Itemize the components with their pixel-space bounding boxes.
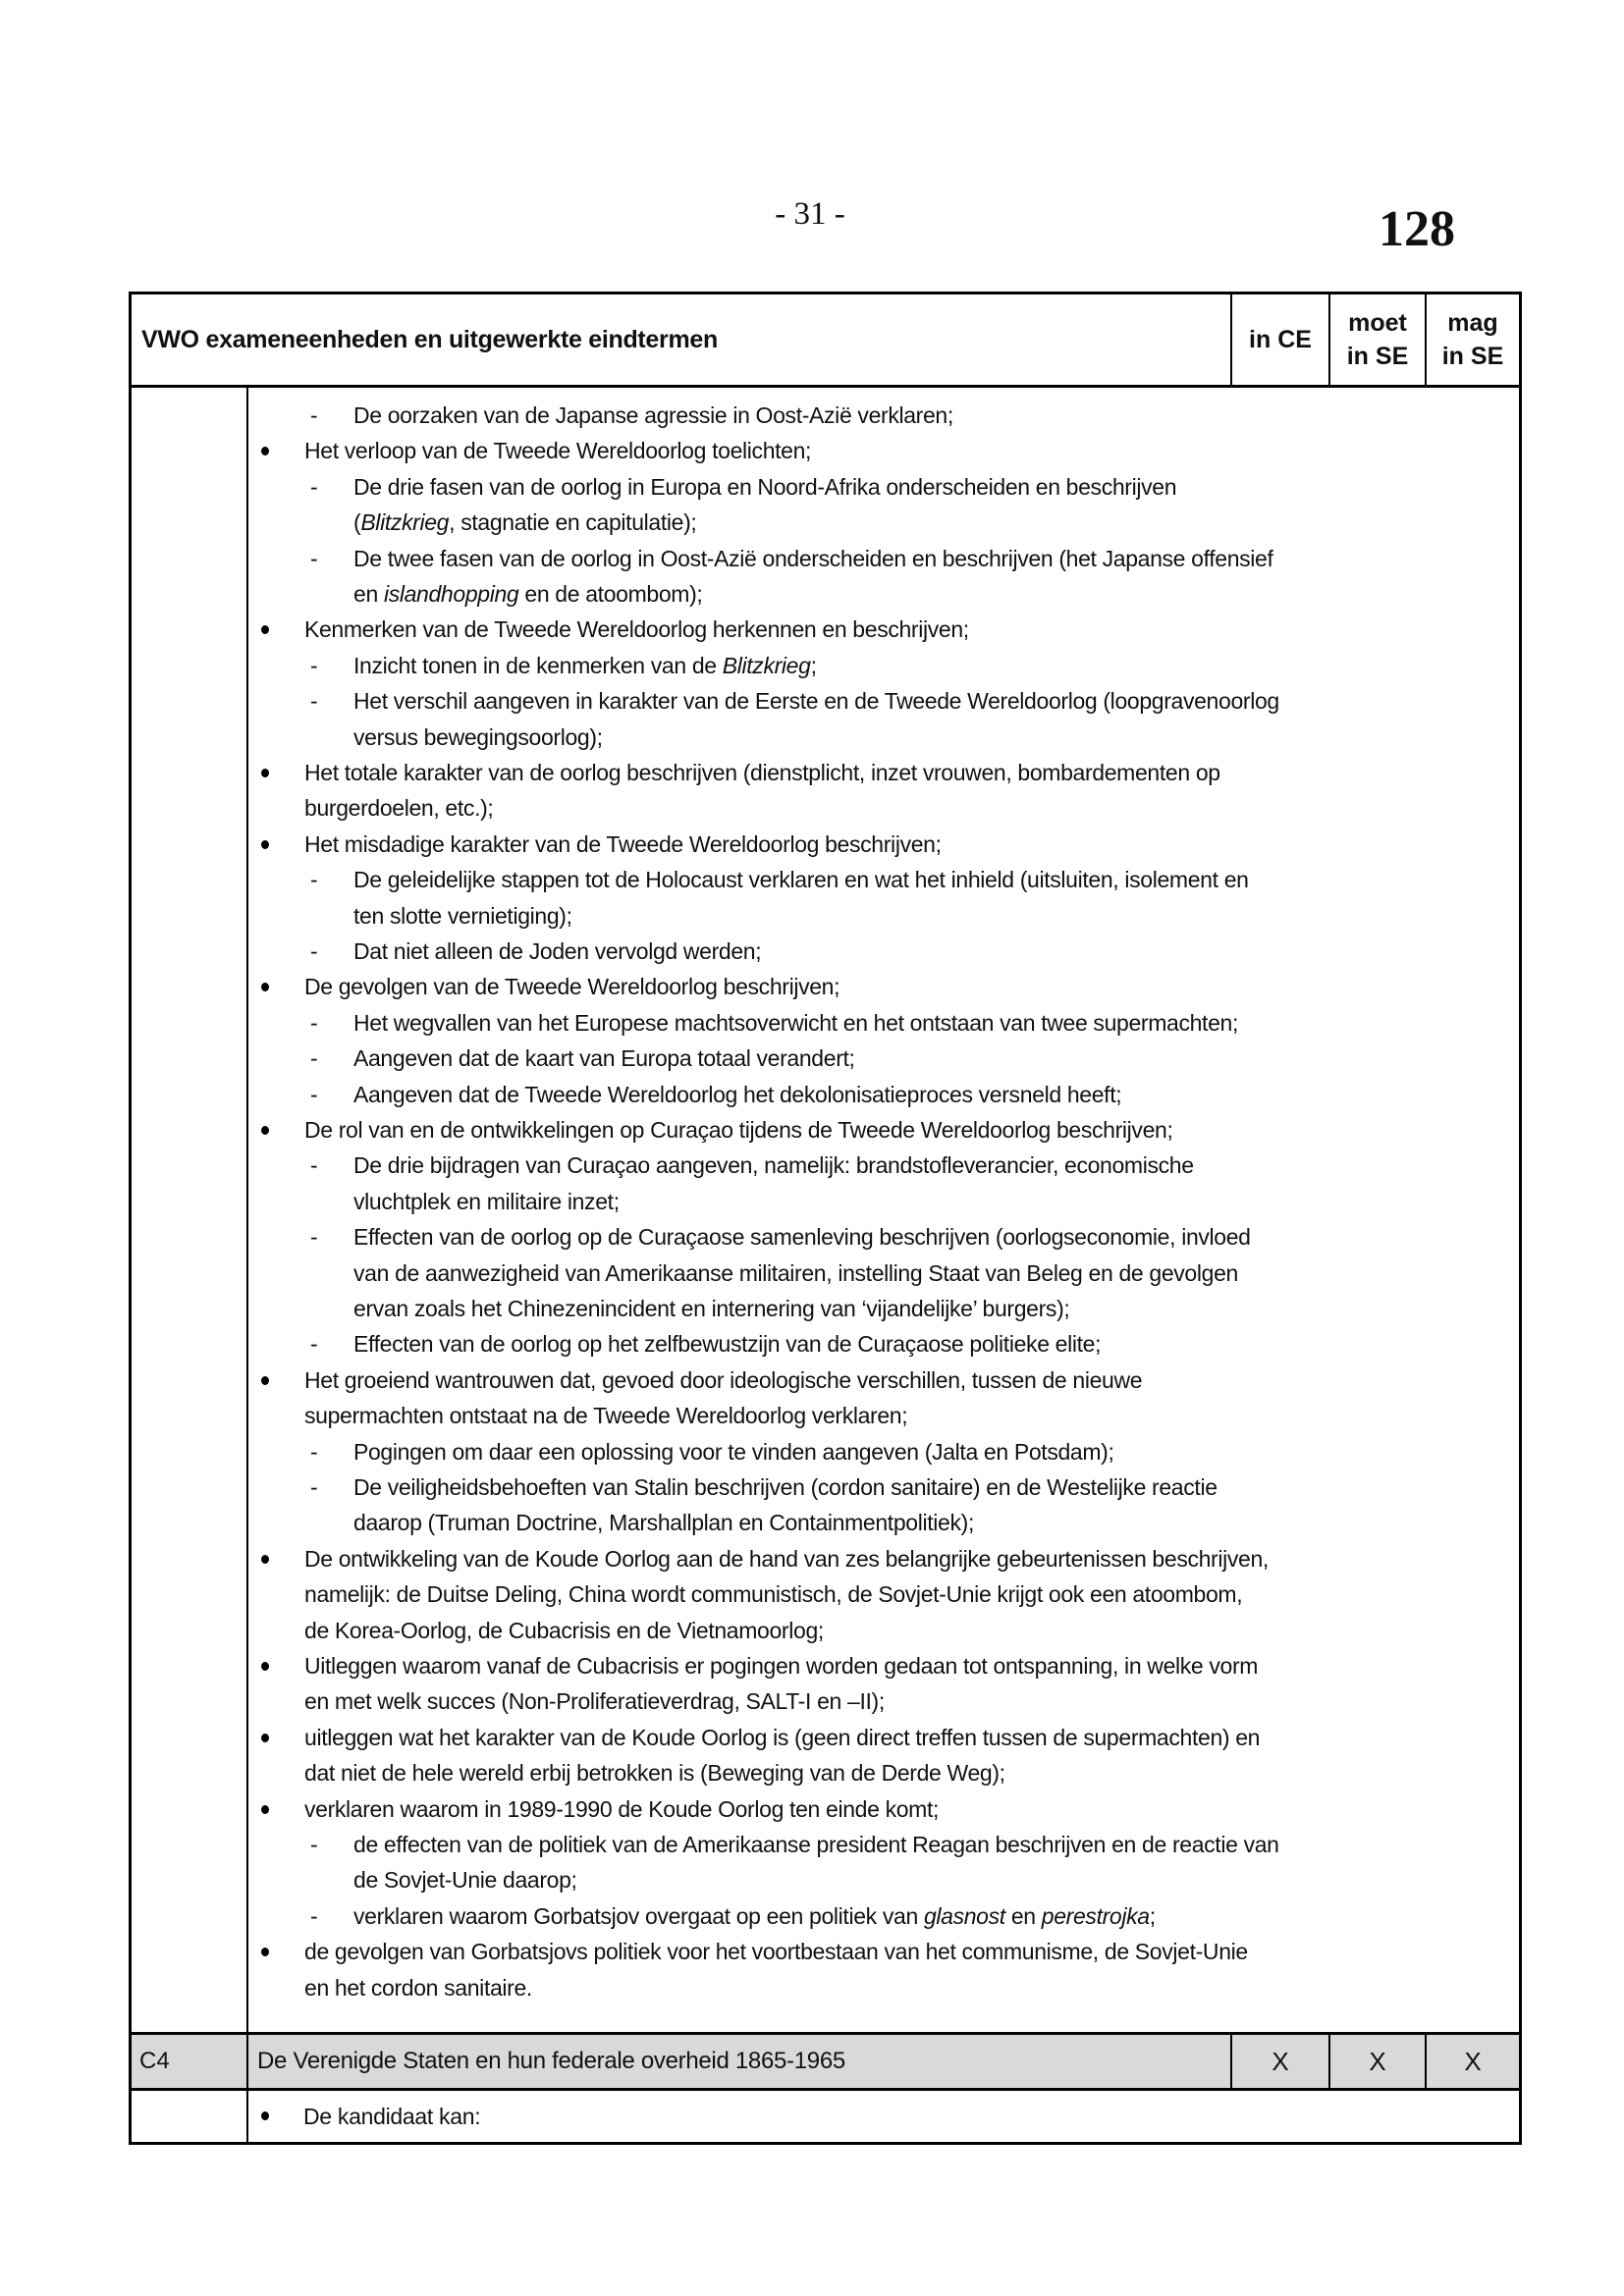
text-segment: en het cordon sanitaire. <box>304 1974 532 2001</box>
bullet-icon <box>261 1126 269 1135</box>
header-title: VWO exameneenheden en uitgewerkte eindtermen <box>141 326 718 353</box>
text-segment: verklaren waarom Gorbatsjov overgaat op een politiek van <box>353 1902 924 1929</box>
header-in-ce <box>1232 294 1328 385</box>
eindtermen-table <box>129 292 1522 2145</box>
list-item-continuation <box>353 576 702 612</box>
dash-marker: - <box>310 545 318 571</box>
text-segment: daarop (Truman Doctrine, Marshallplan en Containmentpolitiek); <box>353 1510 974 1536</box>
text-segment: Dat niet alleen de Joden vervolgd werden; <box>353 938 762 964</box>
exam-unit-in-ce: X <box>1272 2047 1289 2076</box>
header-moet-label: moet <box>1348 309 1407 337</box>
code-column-divider <box>246 388 248 2033</box>
list-item <box>353 1077 1121 1112</box>
list-item-continuation <box>304 1613 824 1648</box>
text-segment: De geleidelijke stappen tot de Holocaust verklaren en wat het inhield (uitsluiten, isolement en <box>353 867 1249 893</box>
list-item <box>353 1326 1101 1362</box>
italic-term: islandhopping <box>383 581 519 607</box>
text-segment: De veiligheidsbehoeften van Stalin beschrijven (cordon sanitaire) en de Westelijke reactie <box>353 1474 1218 1500</box>
header-in-ce-label: in CE <box>1249 326 1312 353</box>
list-item-continuation <box>304 1683 885 1719</box>
text-segment: De ontwikkeling van de Koude Oorlog aan de hand van zes belangrijke gebeurtenissen beschrijven, <box>304 1545 1269 1572</box>
exam-unit-code: C4 <box>139 2048 170 2074</box>
bullet-icon <box>261 769 269 777</box>
list-item <box>353 1148 1194 1183</box>
list-item <box>304 827 942 862</box>
dash-marker: - <box>310 1009 318 1036</box>
dash-marker: - <box>310 1224 318 1251</box>
header-moet-in-se-label: in SE <box>1346 343 1409 370</box>
exam-unit-title: De Verenigde Staten en hun federale overheid 1865-1965 <box>257 2048 845 2074</box>
list-item-continuation <box>304 1970 532 2005</box>
bullet-icon <box>261 1555 269 1564</box>
last-row-text: De kandidaat kan: <box>303 2104 481 2129</box>
list-item <box>304 1362 1142 1398</box>
list-item <box>304 1720 1260 1755</box>
dash-marker: - <box>310 1081 318 1107</box>
text-segment: ( <box>353 509 361 536</box>
text-segment: dat niet de hele wereld erbij betrokken is (Beweging van de Derde Weg); <box>304 1760 1005 1787</box>
bullet-icon <box>261 983 269 991</box>
text-segment: versus bewegingsoorlog); <box>353 723 603 750</box>
text-segment: Inzicht tonen in de kenmerken van de <box>353 652 723 678</box>
text-segment: Kenmerken van de Tweede Wereldoorlog herkennen en beschrijven; <box>304 616 969 643</box>
text-segment: vluchtplek en militaire inzet; <box>353 1188 620 1214</box>
text-segment: de Sovjet-Unie daarop; <box>353 1867 577 1894</box>
list-item <box>304 1934 1248 1969</box>
list-item-continuation <box>304 790 493 826</box>
dash-marker: - <box>310 1152 318 1179</box>
text-segment: De drie bijdragen van Curaçao aangeven, namelijk: brandstofleverancier, economische <box>353 1152 1194 1179</box>
italic-term: glasnost <box>923 1902 1005 1929</box>
list-item <box>353 398 953 433</box>
dash-marker: - <box>310 688 318 715</box>
header-mag-in-se <box>1427 294 1519 385</box>
exam-unit-mag-in-se: X <box>1464 2047 1482 2076</box>
list-item <box>304 969 839 1004</box>
text-segment: ; <box>810 652 817 678</box>
list-item <box>353 469 1176 505</box>
list-item-continuation <box>304 1576 1242 1612</box>
text-segment: ; <box>1149 1902 1156 1929</box>
italic-term: perestrojka <box>1041 1902 1150 1929</box>
list-item <box>304 612 969 647</box>
text-segment: , stagnatie en capitulatie); <box>449 509 697 536</box>
list-item-continuation <box>353 1505 974 1540</box>
list-item <box>353 1041 855 1076</box>
list-item <box>353 1827 1279 1862</box>
bullet-icon <box>261 1734 269 1742</box>
exam-unit-moet-in-se: X <box>1369 2047 1386 2076</box>
bullet-icon <box>261 625 269 634</box>
list-item <box>353 1898 1156 1934</box>
text-segment: en de atoombom); <box>518 581 703 607</box>
text-segment: ten slotte vernietiging); <box>353 902 572 929</box>
list-item <box>353 1434 1114 1469</box>
text-segment: burgerdoelen, etc.); <box>304 795 494 822</box>
text-segment: de effecten van de politiek van de Amerikaanse president Reagan beschrijven en de reactie van <box>353 1832 1279 1857</box>
list-item <box>304 1791 939 1827</box>
text-segment: Het verschil aangeven in karakter van de Eerste en de Tweede Wereldoorlog (loopgravenoorlog <box>353 688 1279 715</box>
bullet-icon <box>261 840 269 849</box>
italic-term: Blitzkrieg <box>360 509 450 536</box>
list-item <box>353 1219 1251 1255</box>
header-moet-in-se <box>1330 294 1425 385</box>
text-segment: verklaren waarom in 1989-1990 de Koude Oorlog ten einde komt; <box>304 1795 940 1822</box>
text-segment: Het groeiend wantrouwen dat, gevoed door ideologische verschillen, tussen de nieuwe <box>304 1366 1143 1393</box>
code-column-divider <box>246 2091 248 2142</box>
list-item <box>304 433 811 468</box>
dash-marker: - <box>310 1331 318 1358</box>
italic-term: Blitzkrieg <box>722 652 811 678</box>
list-item <box>353 862 1249 897</box>
list-item-continuation <box>353 1291 1069 1326</box>
bullet-icon <box>261 1662 269 1671</box>
text-segment: Pogingen om daar een oplossing voor te vinden aangeven (Jalta en Potsdam); <box>353 1438 1114 1465</box>
text-segment: Het misdadige karakter van de Tweede Wereldoorlog beschrijven; <box>304 830 942 857</box>
list-item-continuation <box>353 1255 1238 1291</box>
text-segment: uitleggen wat het karakter van de Koude Oorlog is (geen direct treffen tussen de supermachten) en <box>304 1724 1261 1750</box>
text-segment: Het totale karakter van de oorlog beschrijven (dienstplicht, inzet vrouwen, bombardementen op <box>304 760 1220 785</box>
list-item-continuation <box>353 720 603 755</box>
list-item-continuation <box>304 1398 907 1433</box>
list-item <box>353 683 1279 719</box>
dash-marker: - <box>310 402 318 428</box>
dash-marker: - <box>310 1902 318 1929</box>
page-number: - 31 - <box>775 196 845 232</box>
text-segment: namelijk: de Duitse Deling, China wordt communistisch, de Sovjet-Unie krijgt ook een atoombom, <box>304 1581 1243 1608</box>
dash-marker: - <box>310 1045 318 1072</box>
text-segment: Effecten van de oorlog op de Curaçaose samenleving beschrijven (oorlogseconomie, invloed <box>353 1224 1251 1251</box>
dash-marker: - <box>310 1438 318 1465</box>
list-item <box>353 934 761 969</box>
exam-unit-row-c4 <box>132 2032 1519 2091</box>
dash-marker: - <box>310 1474 318 1500</box>
list-item-continuation <box>353 1184 620 1219</box>
list-item <box>353 541 1273 576</box>
text-segment: de gevolgen van Gorbatsjovs politiek voor het voortbestaan van het communisme, de Sovjet-Unie <box>304 1939 1248 1965</box>
text-segment: De drie fasen van de oorlog in Europa en Noord-Afrika onderscheiden en beschrijven <box>353 473 1177 500</box>
bullet-icon <box>261 447 269 455</box>
text-segment: de Korea-Oorlog, de Cubacrisis en de Vietnamoorlog; <box>304 1617 824 1643</box>
text-segment: Het wegvallen van het Europese machtsoverwicht en het ontstaan van twee supermachten; <box>353 1009 1239 1036</box>
text-segment: De rol van en de ontwikkelingen op Curaçao tijdens de Tweede Wereldoorlog beschrijven; <box>304 1117 1173 1143</box>
dash-marker: - <box>310 652 318 678</box>
list-item <box>304 755 1220 790</box>
list-item <box>353 1469 1218 1505</box>
text-segment: ervan zoals het Chinezenincident en internering van ‘vijandelijke’ burgers); <box>353 1296 1070 1321</box>
list-item-continuation <box>353 1862 577 1897</box>
bullet-icon <box>261 1948 269 1956</box>
list-item-continuation <box>353 898 572 934</box>
list-item-continuation <box>304 1755 1005 1790</box>
text-segment: Uitleggen waarom vanaf de Cubacrisis er pogingen worden gedaan tot ontspanning, in welke vorm <box>304 1653 1259 1679</box>
list-item <box>304 1541 1269 1576</box>
list-item <box>353 1005 1238 1041</box>
text-segment: en <box>1004 1902 1042 1929</box>
list-item <box>304 1112 1173 1148</box>
bullet-icon <box>261 1805 269 1814</box>
header-mag-in-se-label: in SE <box>1441 343 1504 370</box>
text-segment: De oorzaken van de Japanse agressie in Oost-Azië verklaren; <box>353 402 953 428</box>
text-segment: Het verloop van de Tweede Wereldoorlog toelichten; <box>304 438 812 464</box>
document-number: 128 <box>1379 201 1455 257</box>
list-item <box>304 1648 1258 1683</box>
table-header <box>132 294 1519 388</box>
text-segment: supermachten ontstaat na de Tweede Wereldoorlog verklaren; <box>304 1403 908 1429</box>
text-segment: van de aanwezigheid van Amerikaanse militairen, instelling Staat van Beleg en de gevolgen <box>353 1259 1238 1286</box>
text-segment: en met welk succes (Non-Proliferatieverdrag, SALT-I en –II); <box>304 1688 885 1715</box>
dash-marker: - <box>310 867 318 893</box>
row-divider <box>246 2035 248 2088</box>
dash-marker: - <box>310 1832 318 1857</box>
bullet-icon <box>261 1376 269 1385</box>
bullet-icon <box>261 2111 269 2120</box>
text-segment: De gevolgen van de Tweede Wereldoorlog beschrijven; <box>304 974 840 1000</box>
dash-marker: - <box>310 473 318 500</box>
list-item-continuation <box>353 505 696 540</box>
text-segment: Effecten van de oorlog op het zelfbewustzijn van de Curaçaose politieke elite; <box>353 1331 1102 1358</box>
list-item <box>353 648 817 683</box>
text-segment: De twee fasen van de oorlog in Oost-Azië onderscheiden en beschrijven (het Japanse offensief <box>353 545 1273 571</box>
text-segment: Aangeven dat de kaart van Europa totaal verandert; <box>353 1045 855 1072</box>
header-mag-label: mag <box>1447 309 1498 337</box>
text-segment: en <box>353 581 384 607</box>
dash-marker: - <box>310 938 318 964</box>
text-segment: Aangeven dat de Tweede Wereldoorlog het dekolonisatieproces versneld heeft; <box>353 1081 1122 1107</box>
